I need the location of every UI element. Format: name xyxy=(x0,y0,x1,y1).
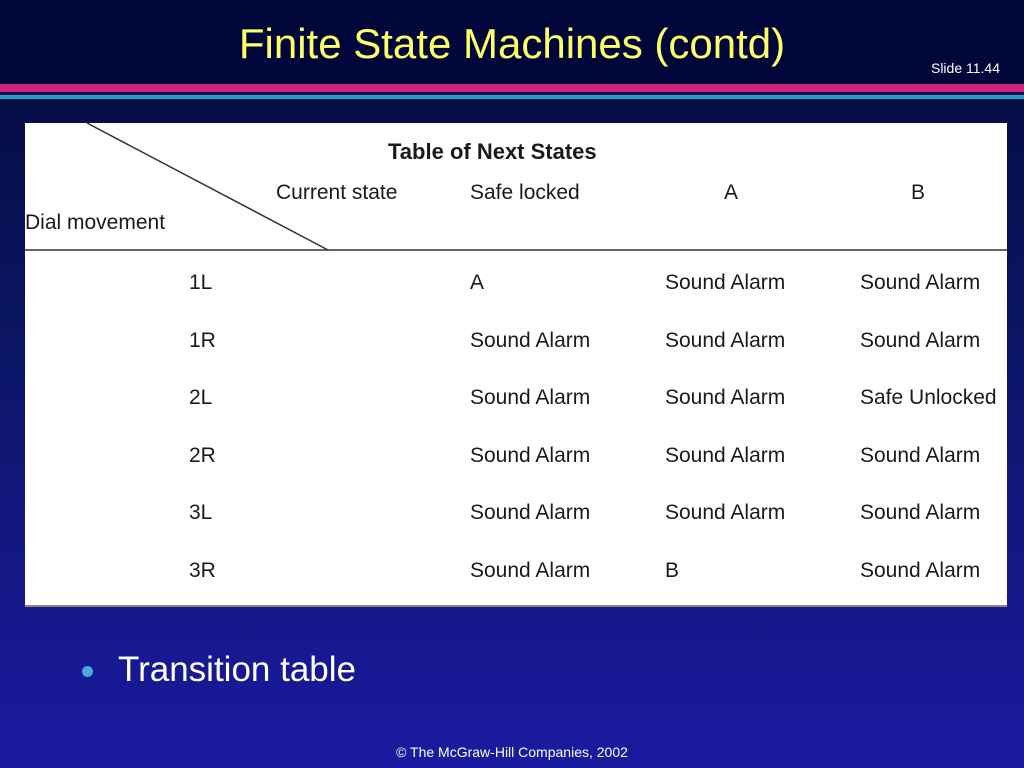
slide-title: Finite State Machines (contd) xyxy=(238,20,786,67)
table-cell: Sound Alarm xyxy=(860,443,981,467)
table-cell: Sound Alarm xyxy=(665,386,786,409)
table-cell: Sound Alarm xyxy=(665,328,786,352)
table-cell: Sound Alarm xyxy=(665,501,786,524)
row-label: 3L xyxy=(189,501,213,524)
table-cell: Sound Alarm xyxy=(470,501,591,524)
row-label: 2R xyxy=(189,443,216,467)
table-cell: Sound Alarm xyxy=(665,271,786,294)
next-states-table xyxy=(25,123,1007,607)
column-header: Safe locked xyxy=(470,181,580,204)
copyright-footer: © The McGraw-Hill Companies, 2002 xyxy=(396,744,628,760)
pink-divider xyxy=(0,84,1024,92)
table-cell: Sound Alarm xyxy=(860,558,981,582)
table-cell: Sound Alarm xyxy=(665,443,786,467)
table-cell: Sound Alarm xyxy=(860,501,981,524)
table-cell: A xyxy=(470,271,485,294)
table-cell: Safe Unlocked xyxy=(860,386,997,409)
column-header: B xyxy=(911,181,926,204)
table-title: Table of Next States xyxy=(388,139,597,164)
table-cell: Sound Alarm xyxy=(470,443,591,467)
row-label: 1R xyxy=(189,328,216,352)
slide-number: Slide 11.44 xyxy=(930,60,1000,76)
column-header: A xyxy=(724,181,739,204)
row-label: 1L xyxy=(189,271,213,294)
row-label: 2L xyxy=(189,386,213,409)
bullet-text: Transition table xyxy=(118,650,356,689)
dial-movement-label: Dial movement xyxy=(25,211,166,234)
table-cell: Sound Alarm xyxy=(470,328,591,352)
table-cell: Sound Alarm xyxy=(470,386,591,409)
table-cell: Sound Alarm xyxy=(470,558,591,582)
table-cell: B xyxy=(665,558,680,582)
table-cell: Sound Alarm xyxy=(860,328,981,352)
current-state-label: Current state xyxy=(276,181,398,204)
teal-divider xyxy=(0,95,1024,99)
table-cell: Sound Alarm xyxy=(860,271,981,294)
row-label: 3R xyxy=(189,558,216,582)
bullet-icon xyxy=(82,666,93,677)
